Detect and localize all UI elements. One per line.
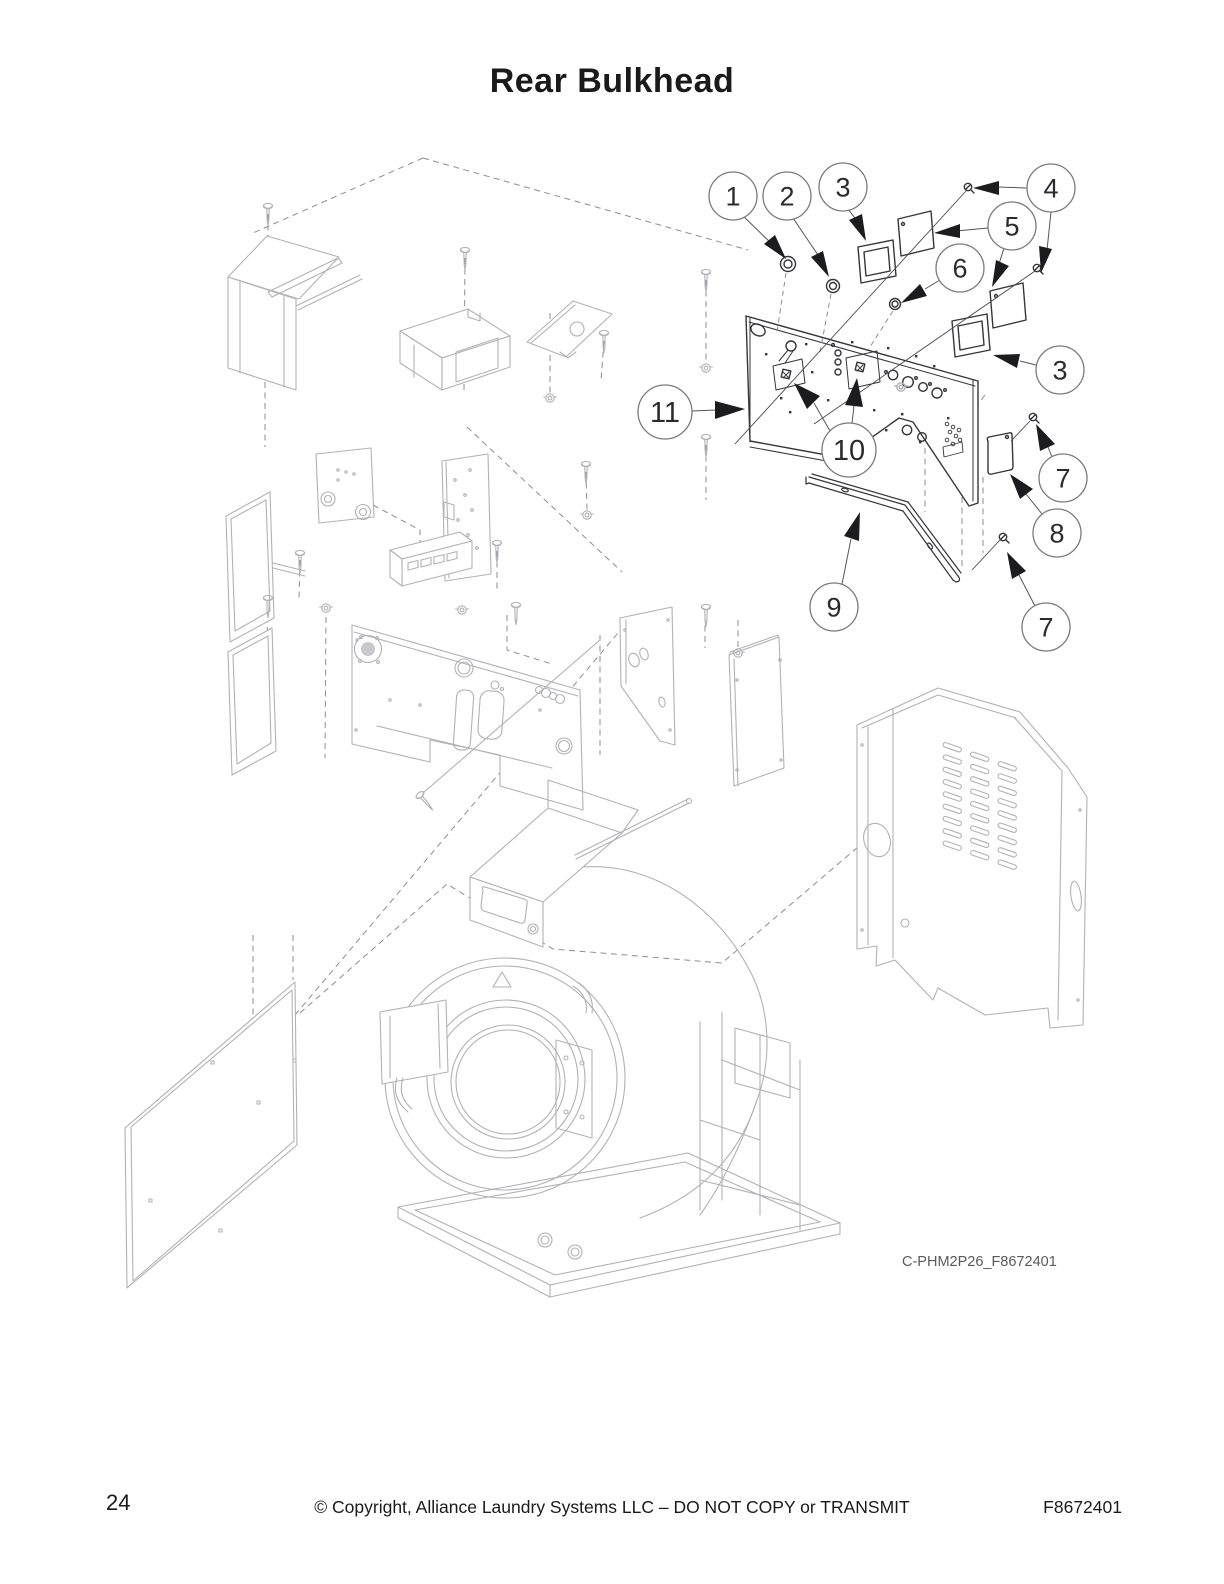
callout-7b <box>1022 603 1070 651</box>
leader-arrow <box>811 251 829 277</box>
svg-text:4: 4 <box>1043 173 1059 204</box>
callout-1 <box>709 172 757 220</box>
callout-2 <box>763 172 811 220</box>
leader-arrow <box>764 235 786 259</box>
callout-8 <box>1033 509 1081 557</box>
svg-text:7: 7 <box>1038 612 1054 643</box>
gasket-b <box>952 314 990 357</box>
svg-text:6: 6 <box>952 253 968 284</box>
svg-text:7: 7 <box>1055 463 1071 494</box>
svg-text:9: 9 <box>826 592 842 623</box>
leader-arrow <box>993 354 1020 368</box>
svg-text:1: 1 <box>725 181 741 212</box>
screw-7a <box>1029 413 1039 423</box>
leader-arrow <box>992 260 1009 287</box>
ghost-drum-assembly <box>380 780 840 1297</box>
callout-9 <box>810 583 858 631</box>
ghost-left-panel <box>125 982 297 1288</box>
callout-7a <box>1039 454 1087 502</box>
cover-plate-a <box>898 211 934 256</box>
leader-arrow <box>844 512 860 541</box>
ghost-corner-bracket <box>228 236 362 390</box>
access-cover <box>987 433 1013 474</box>
leader-arrow <box>849 214 866 241</box>
callout-3b <box>1036 346 1084 394</box>
ghost-side-frames <box>226 492 305 775</box>
svg-text:3: 3 <box>835 172 851 203</box>
leader-arrow <box>715 401 745 419</box>
leader-arrow <box>1010 474 1033 499</box>
svg-text:3: 3 <box>1052 355 1068 386</box>
gasket-a <box>858 240 896 283</box>
svg-text:11: 11 <box>649 397 681 429</box>
leader-arrow <box>1007 552 1026 579</box>
svg-text:2: 2 <box>779 181 795 212</box>
callout-10 <box>822 423 876 477</box>
callout-3 <box>819 163 867 211</box>
ghost-u-channel <box>400 309 510 390</box>
screw-7b <box>999 533 1009 543</box>
svg-text:5: 5 <box>1004 211 1020 242</box>
ghost-top-plate <box>527 301 612 358</box>
grommet-6 <box>890 299 901 310</box>
document-number: F8672401 <box>1043 1497 1122 1517</box>
svg-text:8: 8 <box>1049 518 1065 549</box>
leader-arrow <box>901 284 927 303</box>
figure-code: C-PHM2P26_F8672401 <box>902 1254 1057 1270</box>
ghost-cabinet-parts <box>125 203 1087 1297</box>
leader-arrow <box>934 224 960 238</box>
grommet-1 <box>781 257 796 272</box>
page-number: 24 <box>106 1490 131 1515</box>
grommet-2 <box>827 280 840 293</box>
page-title: Rear Bulkhead <box>489 62 735 100</box>
copyright-notice: © Copyright, Alliance Laundry Systems LLC – DO NOT COPY or TRANSMIT <box>314 1497 910 1517</box>
ghost-pcb-panel <box>316 448 374 523</box>
leader-arrow <box>973 181 999 195</box>
callout-6 <box>936 244 984 292</box>
callout-11 <box>638 385 692 439</box>
ghost-vented-panel <box>857 688 1087 1028</box>
support-bracket <box>806 474 961 582</box>
ghost-bracket-panel <box>620 607 675 745</box>
rear-bulkhead-panel <box>746 316 978 506</box>
leader-arrow <box>1036 424 1055 451</box>
svg-text:10: 10 <box>832 435 866 467</box>
callout-4 <box>1027 164 1075 212</box>
leader-arrow <box>1039 246 1052 273</box>
callout-5 <box>988 202 1036 250</box>
